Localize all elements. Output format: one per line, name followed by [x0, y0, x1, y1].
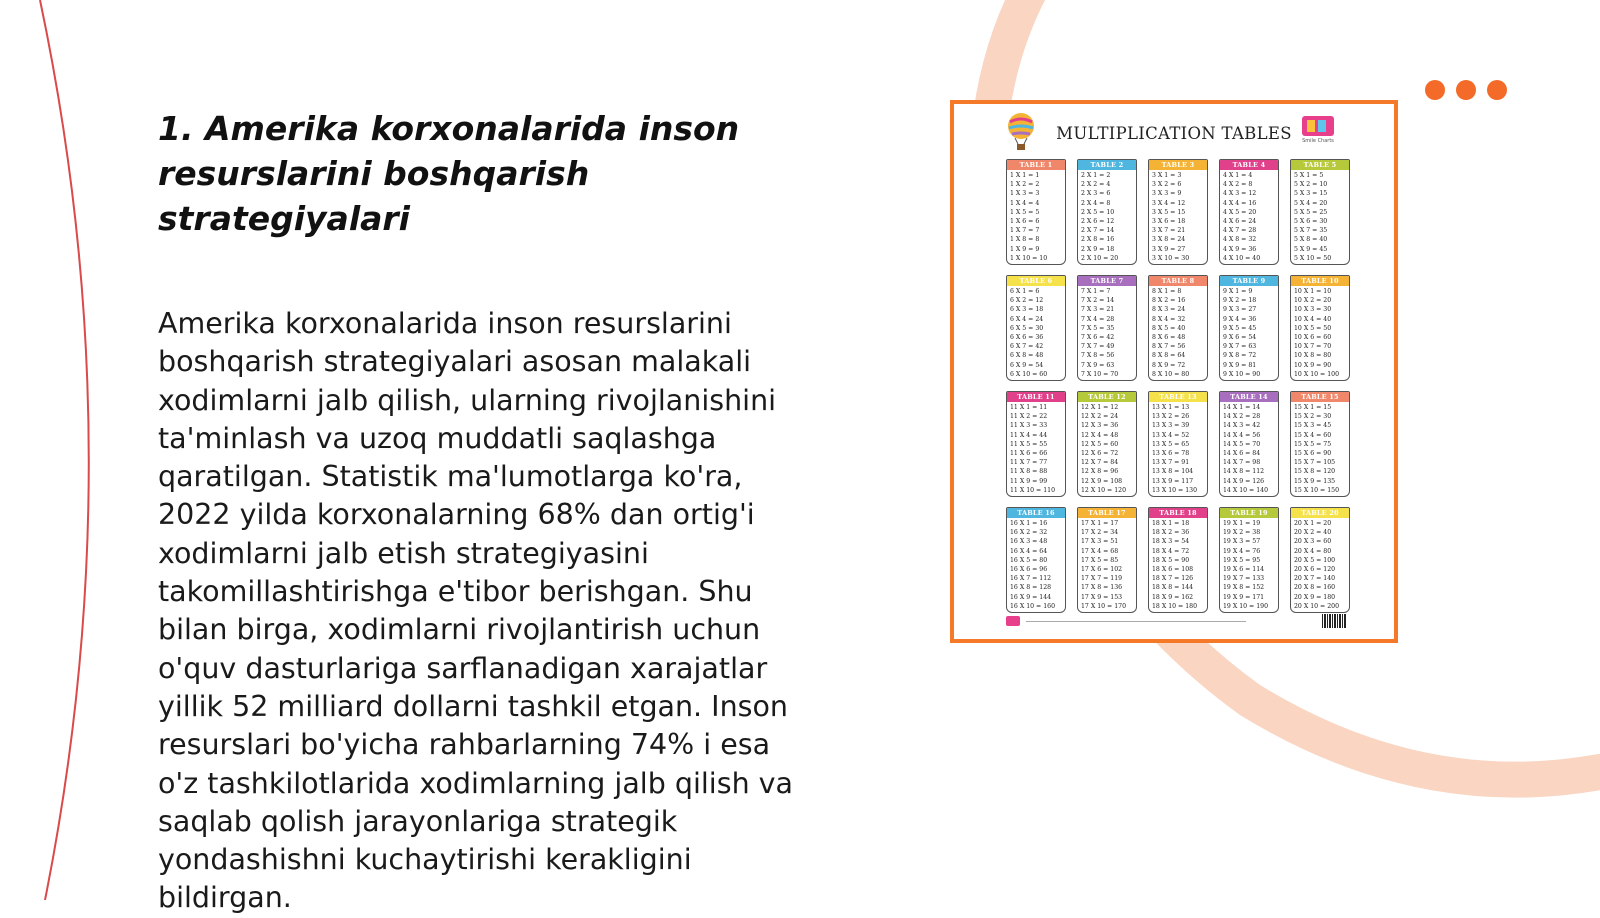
table-card-row: 6 X 1 = 6: [1010, 288, 1040, 295]
table-card-row: 2 X 4 = 8: [1081, 199, 1111, 207]
table-card-row: 1 X 2 = 2: [1010, 181, 1040, 189]
table-card-row: 2 X 3 = 6: [1081, 190, 1111, 198]
body-line: o'z tashkilotlarida xodimlarning jalb qilish va: [158, 766, 794, 800]
table-card: [1290, 507, 1350, 613]
table-card: [1148, 275, 1208, 381]
body-line: resurslari bo'yicha rahbarlarning 74% i esa: [158, 728, 771, 762]
table-card-row: 5 X 10 = 50: [1294, 254, 1332, 262]
table-card-row: 2 X 9 = 18: [1081, 245, 1115, 253]
table-card-row: 8 X 3 = 24: [1152, 306, 1186, 314]
table-card-row: 20 X 8 = 160: [1294, 584, 1336, 592]
table-card: [1219, 391, 1279, 497]
table-card-row: 14 X 7 = 98: [1223, 459, 1261, 467]
table-card-row: 20 X 3 = 60: [1294, 538, 1332, 546]
multiplication-tables-poster: [950, 100, 1398, 643]
table-card-row: 5 X 6 = 30: [1294, 218, 1328, 226]
table-card: [1290, 159, 1350, 265]
body-line: yillik 52 milliard dollarni tashkil etgan. Inson: [158, 689, 788, 723]
table-card-title: TABLE 9: [1220, 276, 1278, 286]
table-card-row: 9 X 7 = 63: [1223, 343, 1257, 351]
table-card-row: 10 X 5 = 50: [1294, 324, 1332, 332]
table-card-row: 9 X 2 = 18: [1223, 297, 1257, 305]
table-card-row: 1 X 5 = 5: [1010, 208, 1040, 216]
table-card-row: 10 X 8 = 80: [1294, 352, 1332, 360]
table-card-row: 12 X 10 = 120: [1081, 486, 1127, 494]
table-card-row: 9 X 3 = 27: [1223, 306, 1257, 314]
brand-name: Smile Charts: [1302, 138, 1334, 144]
table-card-row: 18 X 3 = 54: [1152, 538, 1190, 546]
table-card: [1006, 507, 1066, 613]
table-card-row: 13 X 8 = 104: [1152, 468, 1194, 476]
table-card: [1077, 507, 1137, 613]
body-line: saqlab qolish jarayonlariga strategik: [158, 804, 678, 838]
table-card-row: 6 X 6 = 36: [1010, 334, 1044, 342]
table-card-row: 12 X 3 = 36: [1081, 422, 1119, 430]
table-card-row: 15 X 8 = 120: [1294, 468, 1336, 476]
table-card-row: 6 X 4 = 24: [1010, 315, 1044, 323]
barcode-icon: [1322, 614, 1346, 628]
table-card-row: 4 X 7 = 28: [1223, 227, 1257, 235]
table-card-row: 18 X 10 = 180: [1152, 602, 1198, 610]
table-card-row: 17 X 9 = 153: [1081, 593, 1123, 601]
table-card-row: 16 X 9 = 144: [1010, 593, 1052, 601]
table-card-row: 9 X 6 = 54: [1223, 334, 1257, 342]
table-card-title: TABLE 7: [1078, 276, 1136, 286]
table-card-row: 8 X 6 = 48: [1152, 334, 1186, 342]
table-card-row: 1 X 3 = 3: [1010, 190, 1040, 198]
table-card-row: 11 X 3 = 33: [1010, 422, 1048, 430]
table-card-row: 19 X 7 = 133: [1223, 575, 1265, 583]
table-card: [1006, 275, 1066, 381]
table-card-row: 1 X 7 = 7: [1010, 227, 1040, 235]
table-card-row: 20 X 5 = 100: [1294, 556, 1336, 564]
table-card-row: 20 X 2 = 40: [1294, 529, 1332, 537]
table-card-row: 15 X 3 = 45: [1294, 422, 1332, 430]
table-card-row: 20 X 4 = 80: [1294, 547, 1332, 555]
table-card-row: 13 X 6 = 78: [1152, 450, 1190, 458]
table-card-row: 7 X 8 = 56: [1081, 352, 1115, 360]
table-card-row: 20 X 1 = 20: [1294, 520, 1332, 527]
table-card-row: 1 X 6 = 6: [1010, 218, 1040, 226]
table-card-row: 13 X 3 = 39: [1152, 422, 1190, 430]
table-card-row: 4 X 4 = 16: [1223, 199, 1257, 207]
table-card-row: 19 X 8 = 152: [1223, 584, 1265, 592]
book-icon: [1302, 116, 1334, 136]
table-card-row: 12 X 4 = 48: [1081, 431, 1119, 439]
table-card-row: 5 X 8 = 40: [1294, 236, 1328, 244]
table-card-title: TABLE 12: [1078, 392, 1136, 402]
table-card-row: 14 X 4 = 56: [1223, 431, 1261, 439]
table-card: [1148, 507, 1208, 613]
tables-grid: [1006, 159, 1354, 613]
table-card-row: 2 X 2 = 4: [1081, 181, 1111, 189]
table-card-row: 11 X 4 = 44: [1010, 431, 1048, 439]
table-card: [1290, 275, 1350, 381]
table-card-row: 5 X 5 = 25: [1294, 208, 1328, 216]
slide-body-text: [158, 305, 828, 918]
table-card-row: 14 X 1 = 14: [1223, 404, 1261, 411]
table-card-row: 3 X 7 = 21: [1152, 227, 1186, 235]
table-card-title: TABLE 13: [1149, 392, 1207, 402]
table-card: [1006, 159, 1066, 265]
table-card-row: 1 X 10 = 10: [1010, 254, 1048, 262]
slide-title-line: 1. Amerika korxonalarida inson: [158, 109, 740, 148]
table-card-row: 8 X 7 = 56: [1152, 343, 1186, 351]
table-card: [1290, 391, 1350, 497]
table-card-row: 10 X 10 = 100: [1294, 370, 1340, 378]
poster-title: MULTIPLICATION TABLES: [1056, 123, 1292, 143]
table-card-row: 19 X 9 = 171: [1223, 593, 1265, 601]
table-card-row: 7 X 4 = 28: [1081, 315, 1115, 323]
table-card-row: 3 X 5 = 15: [1152, 208, 1186, 216]
table-card-row: 18 X 4 = 72: [1152, 547, 1190, 555]
table-card-row: 15 X 1 = 15: [1294, 404, 1332, 411]
table-card-row: 3 X 10 = 30: [1152, 254, 1190, 262]
table-card-row: 13 X 10 = 130: [1152, 486, 1198, 494]
table-card-row: 18 X 9 = 162: [1152, 593, 1194, 601]
table-card-row: 12 X 9 = 108: [1081, 477, 1123, 485]
table-card-row: 5 X 2 = 10: [1294, 181, 1328, 189]
table-card-row: 15 X 9 = 135: [1294, 477, 1336, 485]
table-card-row: 1 X 1 = 1: [1010, 172, 1040, 179]
table-card-row: 1 X 8 = 8: [1010, 236, 1040, 244]
body-line: Amerika korxonalarida inson resurslarini: [158, 307, 732, 340]
table-card-row: 7 X 1 = 7: [1081, 288, 1111, 295]
table-card-row: 5 X 7 = 35: [1294, 227, 1328, 235]
decor-dot: [1487, 80, 1507, 100]
table-card-row: 4 X 8 = 32: [1223, 236, 1257, 244]
table-card-row: 14 X 2 = 28: [1223, 413, 1261, 421]
table-card-row: 1 X 9 = 9: [1010, 245, 1040, 253]
table-card-row: 2 X 5 = 10: [1081, 208, 1115, 216]
table-card-title: TABLE 1: [1007, 160, 1065, 170]
table-card-row: 14 X 3 = 42: [1223, 422, 1261, 430]
table-card-row: 10 X 3 = 30: [1294, 306, 1332, 314]
table-card-row: 7 X 5 = 35: [1081, 324, 1115, 332]
table-card: [1077, 275, 1137, 381]
table-card-row: 9 X 10 = 90: [1223, 370, 1261, 378]
table-card-row: 14 X 5 = 70: [1223, 440, 1261, 448]
table-card-title: TABLE 10: [1291, 276, 1349, 286]
table-card-row: 3 X 2 = 6: [1152, 181, 1182, 189]
table-card: [1219, 507, 1279, 613]
table-card-row: 5 X 3 = 15: [1294, 190, 1328, 198]
table-card-row: 4 X 5 = 20: [1223, 208, 1257, 216]
table-card-row: 10 X 4 = 40: [1294, 315, 1332, 323]
table-card-row: 14 X 10 = 140: [1223, 486, 1269, 494]
table-card-row: 20 X 6 = 120: [1294, 566, 1336, 574]
brand-logo: [1302, 116, 1334, 144]
table-card-row: 16 X 4 = 64: [1010, 547, 1048, 555]
table-card-row: 9 X 5 = 45: [1223, 324, 1257, 332]
table-card-row: 10 X 6 = 60: [1294, 334, 1332, 342]
table-card-row: 19 X 1 = 19: [1223, 520, 1261, 527]
table-card-row: 13 X 7 = 91: [1152, 459, 1190, 467]
table-card-title: TABLE 18: [1149, 508, 1207, 518]
body-line: yondashishni kuchaytirishi kerakligini: [158, 843, 692, 877]
table-card-row: 17 X 4 = 68: [1081, 547, 1119, 555]
table-card-row: 17 X 7 = 119: [1081, 575, 1123, 583]
table-card-title: TABLE 17: [1078, 508, 1136, 518]
table-card-row: 8 X 2 = 16: [1152, 297, 1186, 305]
table-card-row: 16 X 7 = 112: [1010, 575, 1052, 583]
table-card-row: 16 X 10 = 160: [1010, 602, 1056, 610]
table-card: [1219, 159, 1279, 265]
table-card: [1148, 391, 1208, 497]
table-card-row: 20 X 9 = 180: [1294, 593, 1336, 601]
decor-dot: [1425, 80, 1445, 100]
decor-dots: [1425, 80, 1507, 100]
table-card-row: 8 X 10 = 80: [1152, 370, 1190, 378]
table-card-row: 7 X 3 = 21: [1081, 306, 1115, 314]
table-card-row: 4 X 3 = 12: [1223, 190, 1257, 198]
table-card-row: 14 X 9 = 126: [1223, 477, 1265, 485]
table-card-row: 16 X 2 = 32: [1010, 529, 1048, 537]
decor-dot: [1456, 80, 1476, 100]
table-card-row: 17 X 10 = 170: [1081, 602, 1127, 610]
table-card-row: 8 X 5 = 40: [1152, 324, 1186, 332]
body-line: 2022 yilda korxonalarning 68% dan ortig'i: [158, 498, 755, 532]
table-card-row: 15 X 10 = 150: [1294, 486, 1340, 494]
table-card-title: TABLE 5: [1291, 160, 1349, 170]
table-card-row: 2 X 7 = 14: [1081, 227, 1115, 235]
table-card-title: TABLE 2: [1078, 160, 1136, 170]
table-card-row: 19 X 5 = 95: [1223, 556, 1261, 564]
table-card-row: 9 X 1 = 9: [1223, 288, 1253, 295]
table-card-row: 4 X 2 = 8: [1223, 181, 1253, 189]
table-card-row: 13 X 2 = 26: [1152, 413, 1190, 421]
table-card-row: 4 X 10 = 40: [1223, 254, 1261, 262]
table-card-row: 12 X 8 = 96: [1081, 468, 1119, 476]
table-card-row: 19 X 4 = 76: [1223, 547, 1261, 555]
footer-logo-icon: [1006, 616, 1020, 626]
table-card-row: 3 X 4 = 12: [1152, 199, 1186, 207]
table-card-row: 13 X 9 = 117: [1152, 477, 1194, 485]
table-card-row: 10 X 2 = 20: [1294, 297, 1332, 305]
table-card-row: 18 X 5 = 90: [1152, 556, 1190, 564]
left-curve-line: [40, 0, 89, 900]
table-card-row: 15 X 4 = 60: [1294, 431, 1332, 439]
table-card-row: 9 X 9 = 81: [1223, 361, 1257, 369]
table-card-row: 17 X 5 = 85: [1081, 556, 1119, 564]
table-card: [1077, 159, 1137, 265]
table-card-row: 5 X 4 = 20: [1294, 199, 1328, 207]
table-card-row: 5 X 9 = 45: [1294, 245, 1328, 253]
body-line: xodimlarni jalb qilish, ularning rivojlanishini: [158, 383, 777, 417]
table-card-title: TABLE 16: [1007, 508, 1065, 518]
table-card-row: 18 X 8 = 144: [1152, 584, 1194, 592]
table-card-row: 16 X 1 = 16: [1010, 520, 1048, 527]
table-card-row: 8 X 9 = 72: [1152, 361, 1186, 369]
table-card-title: TABLE 8: [1149, 276, 1207, 286]
table-card-row: 10 X 7 = 70: [1294, 343, 1332, 351]
table-card-row: 16 X 5 = 80: [1010, 556, 1048, 564]
table-card-row: 3 X 9 = 27: [1152, 245, 1186, 253]
table-card: [1077, 391, 1137, 497]
table-card-title: TABLE 6: [1007, 276, 1065, 286]
table-card-row: 17 X 3 = 51: [1081, 538, 1119, 546]
table-card-row: 2 X 10 = 20: [1081, 254, 1119, 262]
table-card-title: TABLE 3: [1149, 160, 1207, 170]
table-card-row: 7 X 6 = 42: [1081, 334, 1115, 342]
slide-title: [158, 106, 838, 241]
table-card-row: 6 X 7 = 42: [1010, 343, 1044, 351]
table-card-row: 8 X 8 = 64: [1152, 352, 1186, 360]
table-card-row: 13 X 4 = 52: [1152, 431, 1190, 439]
table-card-row: 11 X 6 = 66: [1010, 450, 1048, 458]
table-card-row: 18 X 1 = 18: [1152, 520, 1190, 527]
table-card-row: 1 X 4 = 4: [1010, 199, 1040, 207]
table-card-row: 6 X 2 = 12: [1010, 297, 1044, 305]
table-card-row: 9 X 8 = 72: [1223, 352, 1257, 360]
table-card-row: 15 X 2 = 30: [1294, 413, 1332, 421]
table-card-row: 19 X 2 = 38: [1223, 529, 1261, 537]
body-line: ta'minlash va uzoq muddatli saqlashga: [158, 421, 717, 455]
body-line: o'quv dasturlariga sarflanadigan xarajatlar: [158, 651, 768, 685]
table-card-row: 10 X 1 = 10: [1294, 288, 1332, 295]
body-line: xodimlarni jalb etish strategiyasini: [158, 536, 649, 570]
table-card-row: 5 X 1 = 5: [1294, 172, 1324, 179]
table-card-row: 12 X 7 = 84: [1081, 459, 1119, 467]
table-card-row: 19 X 6 = 114: [1223, 566, 1265, 574]
table-card-row: 11 X 8 = 88: [1010, 468, 1048, 476]
table-card-row: 7 X 9 = 63: [1081, 361, 1115, 369]
table-card-row: 11 X 2 = 22: [1010, 413, 1048, 421]
table-card-row: 7 X 2 = 14: [1081, 297, 1115, 305]
table-card-row: 17 X 6 = 102: [1081, 566, 1123, 574]
table-card-row: 10 X 9 = 90: [1294, 361, 1332, 369]
table-card-row: 2 X 1 = 2: [1081, 172, 1111, 179]
table-card-title: TABLE 14: [1220, 392, 1278, 402]
table-card-row: 11 X 5 = 55: [1010, 440, 1048, 448]
table-card-row: 15 X 7 = 105: [1294, 459, 1336, 467]
table-card-row: 11 X 9 = 99: [1010, 477, 1048, 485]
table-card-row: 11 X 1 = 11: [1010, 404, 1048, 411]
body-line: qaratilgan. Statistik ma'lumotlarga ko'ra,: [158, 460, 743, 494]
table-card-title: TABLE 19: [1220, 508, 1278, 518]
table-card-title: TABLE 15: [1291, 392, 1349, 402]
table-card-row: 11 X 7 = 77: [1010, 459, 1048, 467]
slide-title-line: resurslarini boshqarish strategiyalari: [158, 154, 590, 238]
table-card-row: 16 X 6 = 96: [1010, 566, 1048, 574]
table-card-row: 11 X 10 = 110: [1010, 486, 1056, 494]
table-card-row: 18 X 2 = 36: [1152, 529, 1190, 537]
table-card-row: 18 X 7 = 126: [1152, 575, 1194, 583]
table-card-row: 13 X 1 = 13: [1152, 404, 1190, 411]
table-card-row: 3 X 1 = 3: [1152, 172, 1182, 179]
table-card-row: 17 X 8 = 136: [1081, 584, 1123, 592]
table-card-row: 6 X 9 = 54: [1010, 361, 1044, 369]
table-card-row: 12 X 5 = 60: [1081, 440, 1119, 448]
table-card-row: 14 X 6 = 84: [1223, 450, 1261, 458]
body-line: boshqarish strategiyalari asosan malakali: [158, 345, 752, 379]
table-card-row: 19 X 3 = 57: [1223, 538, 1261, 546]
table-card-row: 6 X 10 = 60: [1010, 370, 1048, 378]
table-card-row: 3 X 8 = 24: [1152, 236, 1186, 244]
table-card-row: 12 X 1 = 12: [1081, 404, 1119, 411]
table-card-row: 6 X 3 = 18: [1010, 306, 1044, 314]
table-card-row: 4 X 1 = 4: [1223, 172, 1253, 179]
table-card-title: TABLE 4: [1220, 160, 1278, 170]
table-card-row: 17 X 2 = 34: [1081, 529, 1119, 537]
table-card-row: 6 X 5 = 30: [1010, 324, 1044, 332]
table-card-row: 9 X 4 = 36: [1223, 315, 1257, 323]
table-card-row: 8 X 4 = 32: [1152, 315, 1186, 323]
table-card-row: 16 X 8 = 128: [1010, 584, 1052, 592]
footer-rule: [1026, 621, 1246, 622]
body-line: takomillashtirishga e'tibor berishgan. Shu: [158, 575, 753, 609]
poster-footer: [1006, 614, 1346, 630]
table-card-row: 3 X 6 = 18: [1152, 218, 1186, 226]
table-card-row: 7 X 10 = 70: [1081, 370, 1119, 378]
table-card-row: 15 X 6 = 90: [1294, 450, 1332, 458]
table-card-row: 6 X 8 = 48: [1010, 352, 1044, 360]
table-card: [1148, 159, 1208, 265]
table-card-row: 7 X 7 = 49: [1081, 343, 1115, 351]
table-card-row: 19 X 10 = 190: [1223, 602, 1269, 610]
table-card-row: 14 X 8 = 112: [1223, 468, 1265, 476]
table-card-title: TABLE 20: [1291, 508, 1349, 518]
table-card-row: 2 X 8 = 16: [1081, 236, 1115, 244]
table-card-row: 2 X 6 = 12: [1081, 218, 1115, 226]
table-card-row: 16 X 3 = 48: [1010, 538, 1048, 546]
table-card-row: 4 X 6 = 24: [1223, 218, 1257, 226]
table-card-row: 20 X 7 = 140: [1294, 575, 1336, 583]
table-card-row: 12 X 6 = 72: [1081, 450, 1119, 458]
table-card: [1006, 391, 1066, 497]
table-card-row: 18 X 6 = 108: [1152, 566, 1194, 574]
table-card-row: 20 X 10 = 200: [1294, 602, 1340, 610]
table-card-row: 15 X 5 = 75: [1294, 440, 1332, 448]
table-card-row: 4 X 9 = 36: [1223, 245, 1257, 253]
table-card-row: 17 X 1 = 17: [1081, 520, 1119, 527]
table-card-row: 12 X 2 = 24: [1081, 413, 1119, 421]
body-line: bildirgan.: [158, 881, 292, 915]
table-card-title: TABLE 11: [1007, 392, 1065, 402]
table-card-row: 13 X 5 = 65: [1152, 440, 1190, 448]
table-card: [1219, 275, 1279, 381]
table-card-row: 8 X 1 = 8: [1152, 288, 1182, 295]
table-card-row: 3 X 3 = 9: [1152, 190, 1182, 198]
body-line: bilan birga, xodimlarni rivojlantirish uchun: [158, 613, 761, 647]
